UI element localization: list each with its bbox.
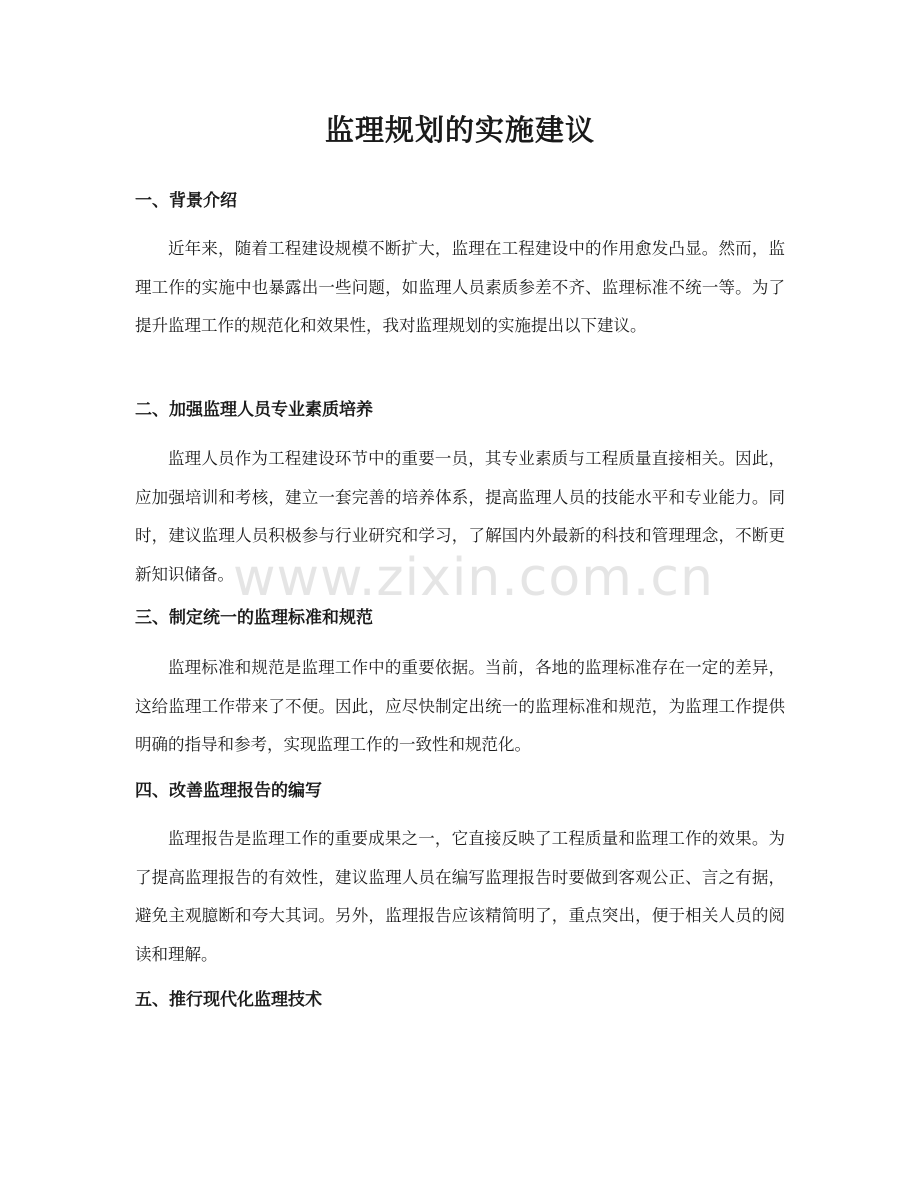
document-title: 监理规划的实施建议 <box>324 113 595 147</box>
section-heading-report-writing: 四、改善监理报告的编写 <box>135 781 322 801</box>
section-paragraph-background: 近年来，随着工程建设规模不断扩大，监理在工程建设中的作用愈发凸显。然而，监理工作的实施中也暴露出一些问题，如监理人员素质参差不齐、监理标准不统一等。为了提升监理工作的规范化和效果性，我对监理规划的实施提出以下建议。 <box>135 239 785 335</box>
section-heading-staff-training: 二、加强监理人员专业素质培养 <box>135 400 373 420</box>
section-paragraph-report-writing: 监理报告是监理工作的重要成果之一，它直接反映了工程质量和监理工作的效果。为了提高监理报告的有效性，建议监理人员在编写监理报告时要做到客观公正、言之有据，避免主观臆断和夸大其词。另外，监理报告应该精简明了，重点突出，便于相关人员的阅读和理解。 <box>135 829 785 964</box>
watermark-text: www.zixin.com.cn <box>233 548 714 608</box>
section-paragraph-unified-standards: 监理标准和规范是监理工作中的重要依据。当前，各地的监理标准存在一定的差异，这给监理工作带来了不便。因此，应尽快制定出统一的监理标准和规范，为监理工作提供明确的指导和参考，实现监理工作的一致性和规范化。 <box>135 658 785 754</box>
section-paragraph-staff-training: 监理人员作为工程建设环节中的重要一员，其专业素质与工程质量直接相关。因此，应加强培训和考核，建立一套完善的培养体系，提高监理人员的技能水平和专业能力。同时，建议监理人员积极参与行业研究和学习，了解国内外最新的科技和管理理念，不断更新知识储备。 <box>135 449 785 584</box>
section-heading-modern-technology: 五、推行现代化监理技术 <box>135 990 322 1010</box>
section-heading-unified-standards: 三、制定统一的监理标准和规范 <box>135 608 373 628</box>
section-heading-background: 一、背景介绍 <box>135 191 237 211</box>
